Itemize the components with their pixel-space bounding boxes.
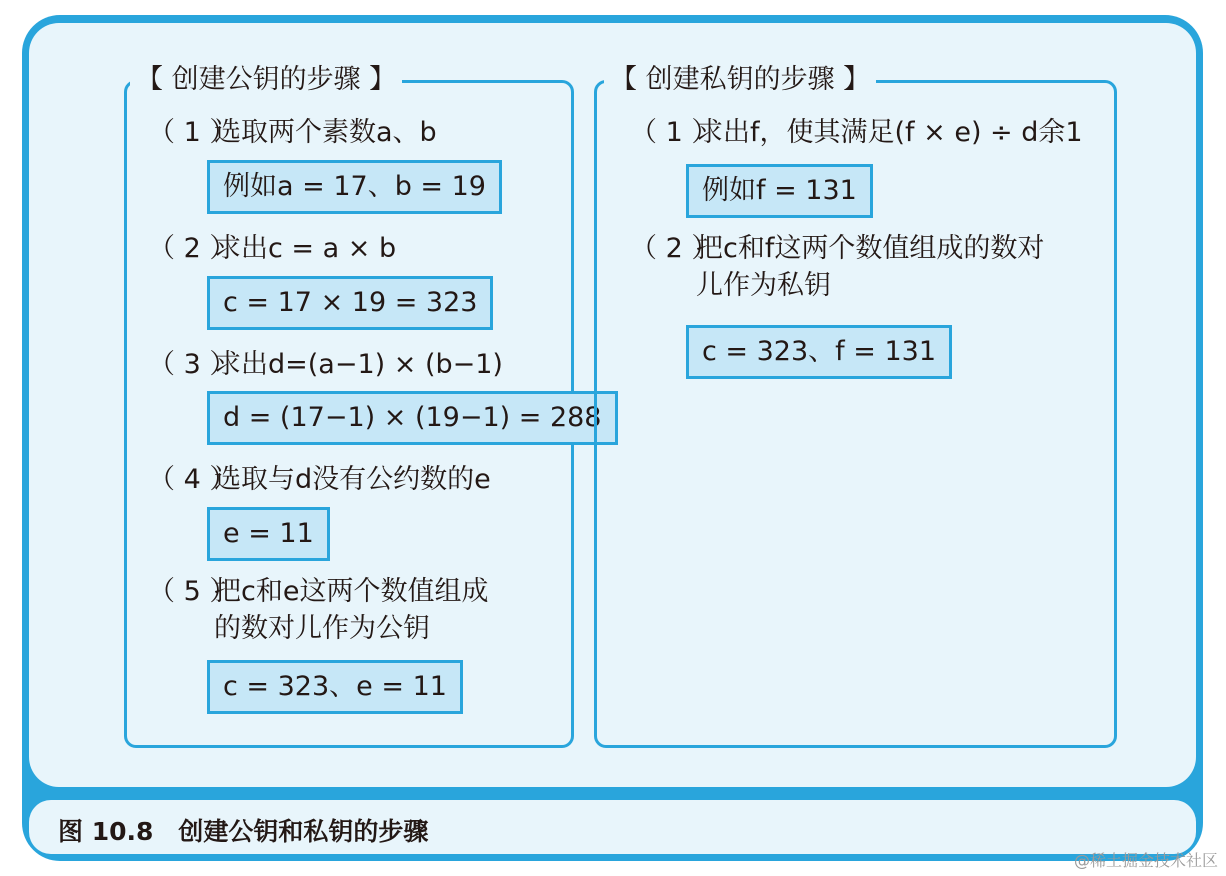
public-key-title: 【 创建公钥的步骤 】 (130, 60, 402, 100)
step-number: （ 1 ） (630, 117, 719, 148)
private-step-1-example: 例如f = 131 (686, 164, 873, 218)
watermark: @稀土掘金技术社区 (1073, 851, 1218, 870)
step-text: 选取两个素数a、b (214, 117, 437, 148)
public-step-3 (148, 346, 503, 383)
step-text: 把c和e这两个数值组成 (214, 576, 489, 607)
step-text: 求出f，使其满足(f × e) ÷ d余1 (696, 117, 1083, 148)
public-step-4-example: e = 11 (207, 507, 330, 561)
step-number: （ 2 ） (148, 233, 237, 264)
private-step-2-example: c = 323、f = 131 (686, 325, 952, 379)
public-step-1-example: 例如a = 17、b = 19 (207, 160, 502, 214)
step-text: 把c和f这两个数值组成的数对 (696, 233, 1045, 264)
public-step-5-example: c = 323、e = 11 (207, 660, 463, 714)
private-step-2 (630, 230, 1044, 304)
public-step-4 (148, 461, 491, 498)
step-number: （ 2 ） (630, 233, 719, 264)
public-step-2-example: c = 17 × 19 = 323 (207, 276, 493, 330)
step-text: 求出d=(a−1) × (b−1) (214, 349, 503, 380)
public-step-1 (148, 114, 437, 151)
private-step-1 (630, 114, 1083, 151)
step-text-continued: 的数对儿作为公钥 (214, 613, 430, 644)
public-step-3-example: d = (17−1) × (19−1) = 288 (207, 391, 618, 445)
figure-caption: 图 10.8 创建公钥和私钥的步骤 (58, 817, 429, 846)
step-number: （ 5 ） (148, 576, 237, 607)
public-step-2 (148, 230, 396, 267)
public-step-5 (148, 573, 488, 647)
step-number: （ 4 ） (148, 464, 237, 495)
private-key-title: 【 创建私钥的步骤 】 (604, 60, 876, 100)
step-number: （ 3 ） (148, 349, 237, 380)
step-text-continued: 儿作为私钥 (696, 270, 831, 301)
step-number: （ 1 ） (148, 117, 237, 148)
step-text: 求出c = a × b (214, 233, 397, 264)
step-text: 选取与d没有公约数的e (214, 464, 491, 495)
